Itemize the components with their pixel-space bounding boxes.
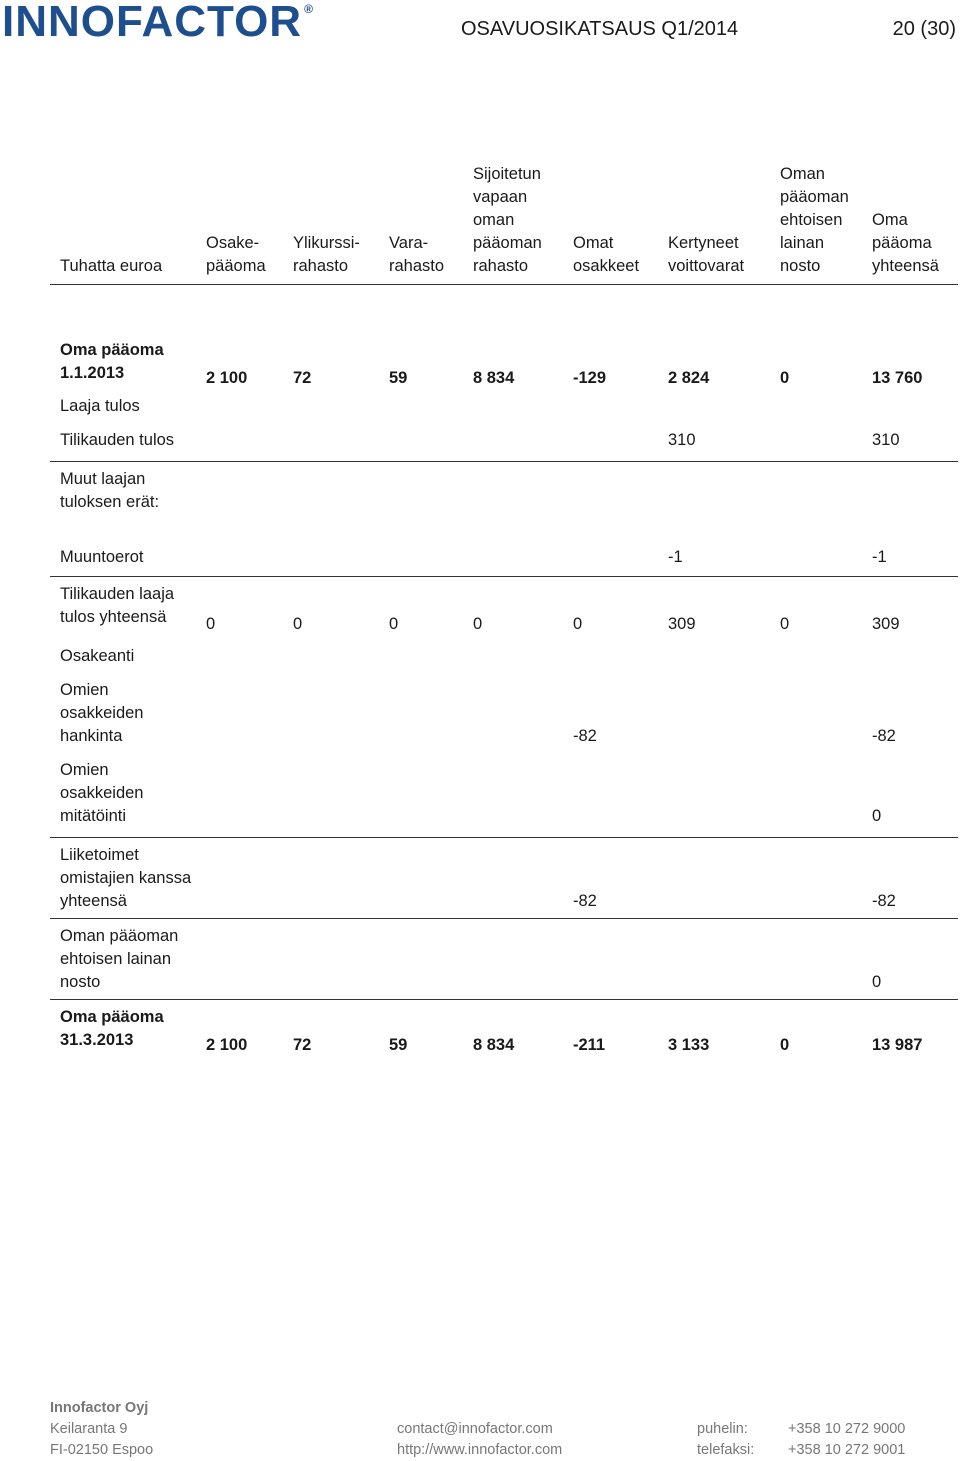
table-cell: -82 [872, 892, 896, 910]
table-cell: 72 [293, 1036, 312, 1054]
column-header: Omat osakkeet [573, 234, 640, 275]
table-cell: 0 [780, 615, 790, 633]
footer-fax: +358 10 272 9001 [788, 1442, 906, 1458]
row-label: Muut laajan tuloksen erät: [60, 470, 160, 511]
table-cell: 2 100 [206, 369, 248, 387]
column-header: Kertyneet voittovarat [668, 234, 745, 275]
table-cell: 310 [872, 431, 900, 449]
row-label: Oman pääoman ehtoisen lainan nosto [60, 927, 179, 991]
table-row [50, 838, 958, 919]
table-row [50, 325, 958, 391]
table-cell: 0 [872, 807, 882, 825]
table-row [50, 542, 958, 577]
footer-fax-label: telefaksi: [697, 1442, 755, 1458]
row-label: Oma pääoma 1.1.2013 [60, 341, 164, 382]
footer-address-line2: FI-02150 Espoo [50, 1442, 154, 1458]
registered-mark: ® [304, 2, 314, 16]
footer-phone: +358 10 272 9000 [788, 1421, 906, 1437]
table-cell: 8 834 [473, 369, 515, 387]
footer-phone-label: puhelin: [697, 1421, 748, 1437]
column-header: Osake- pääoma [206, 234, 266, 275]
table-cell: -82 [573, 727, 597, 745]
table-cell: -129 [573, 369, 607, 387]
table-row [50, 577, 958, 641]
table-cell: 310 [668, 431, 696, 449]
table-row [50, 391, 958, 425]
column-header: Vara- rahasto [389, 234, 445, 275]
table-row [50, 462, 958, 542]
table-cell: 72 [293, 369, 312, 387]
row-label: Muuntoerot [60, 548, 144, 566]
table-cell: 13 987 [872, 1036, 923, 1054]
table-cell: 0 [389, 615, 399, 633]
footer-address-line1: Keilaranta 9 [50, 1421, 128, 1437]
table-row [50, 675, 958, 755]
table-cell: 309 [668, 615, 696, 633]
table-cell: 8 834 [473, 1036, 515, 1054]
table-row [50, 1000, 958, 1070]
footer-website-link[interactable]: http://www.innofactor.com [397, 1442, 563, 1458]
table-row [50, 755, 958, 838]
equity-statement-table [50, 160, 958, 1070]
table-cell: 0 [780, 1036, 790, 1054]
table-cell: -82 [872, 727, 896, 745]
row-label: Liiketoimet omistajien kanssa yhteensä [60, 846, 192, 910]
table-cell: -1 [668, 548, 683, 566]
row-label: Omien osakkeiden mitätöinti [60, 761, 144, 825]
table-cell: 13 760 [872, 369, 923, 387]
footer-email-link[interactable]: contact@innofactor.com [397, 1421, 553, 1437]
table-cell: 0 [293, 615, 303, 633]
table-row [50, 919, 958, 1000]
table-cell: 3 133 [668, 1036, 710, 1054]
company-logo: INNOFACTOR ® [2, 0, 314, 46]
document-title: OSAVUOSIKATSAUS Q1/2014 [461, 18, 739, 40]
row-label: Tilikauden tulos [60, 431, 175, 449]
row-label: Osakeanti [60, 647, 135, 665]
table-row [50, 641, 958, 675]
column-header: Oman pääoman ehtoisen lainan nosto [780, 165, 849, 275]
table-cell: 59 [389, 1036, 408, 1054]
table-header-row [50, 160, 958, 285]
table-cell: -1 [872, 548, 887, 566]
footer-company: Innofactor Oyj [50, 1400, 149, 1416]
table-cell: 0 [473, 615, 483, 633]
row-label: Laaja tulos [60, 397, 140, 415]
row-label: Omien osakkeiden hankinta [60, 681, 144, 745]
table-cell: 0 [780, 369, 790, 387]
table-cell: 2 100 [206, 1036, 248, 1054]
table-cell: 0 [206, 615, 216, 633]
table-cell: 59 [389, 369, 408, 387]
column-header: Tuhatta euroa [60, 257, 163, 275]
table-cell: -211 [573, 1036, 606, 1054]
table-row [50, 425, 958, 462]
row-label: Oma pääoma 31.3.2013 [60, 1008, 164, 1049]
column-header: Sijoitetun vapaan oman pääoman rahasto [473, 165, 542, 275]
table-cell: 0 [872, 973, 882, 991]
column-header: Ylikurssi- rahasto [293, 234, 360, 275]
table-cell: 0 [573, 615, 583, 633]
column-header: Oma pääoma yhteensä [872, 211, 939, 275]
page-number: 20 (30) [892, 18, 956, 40]
row-label: Tilikauden laaja tulos yhteensä [60, 585, 175, 626]
table-cell: -82 [573, 892, 597, 910]
table-cell: 2 824 [668, 369, 710, 387]
table-cell: 309 [872, 615, 900, 633]
